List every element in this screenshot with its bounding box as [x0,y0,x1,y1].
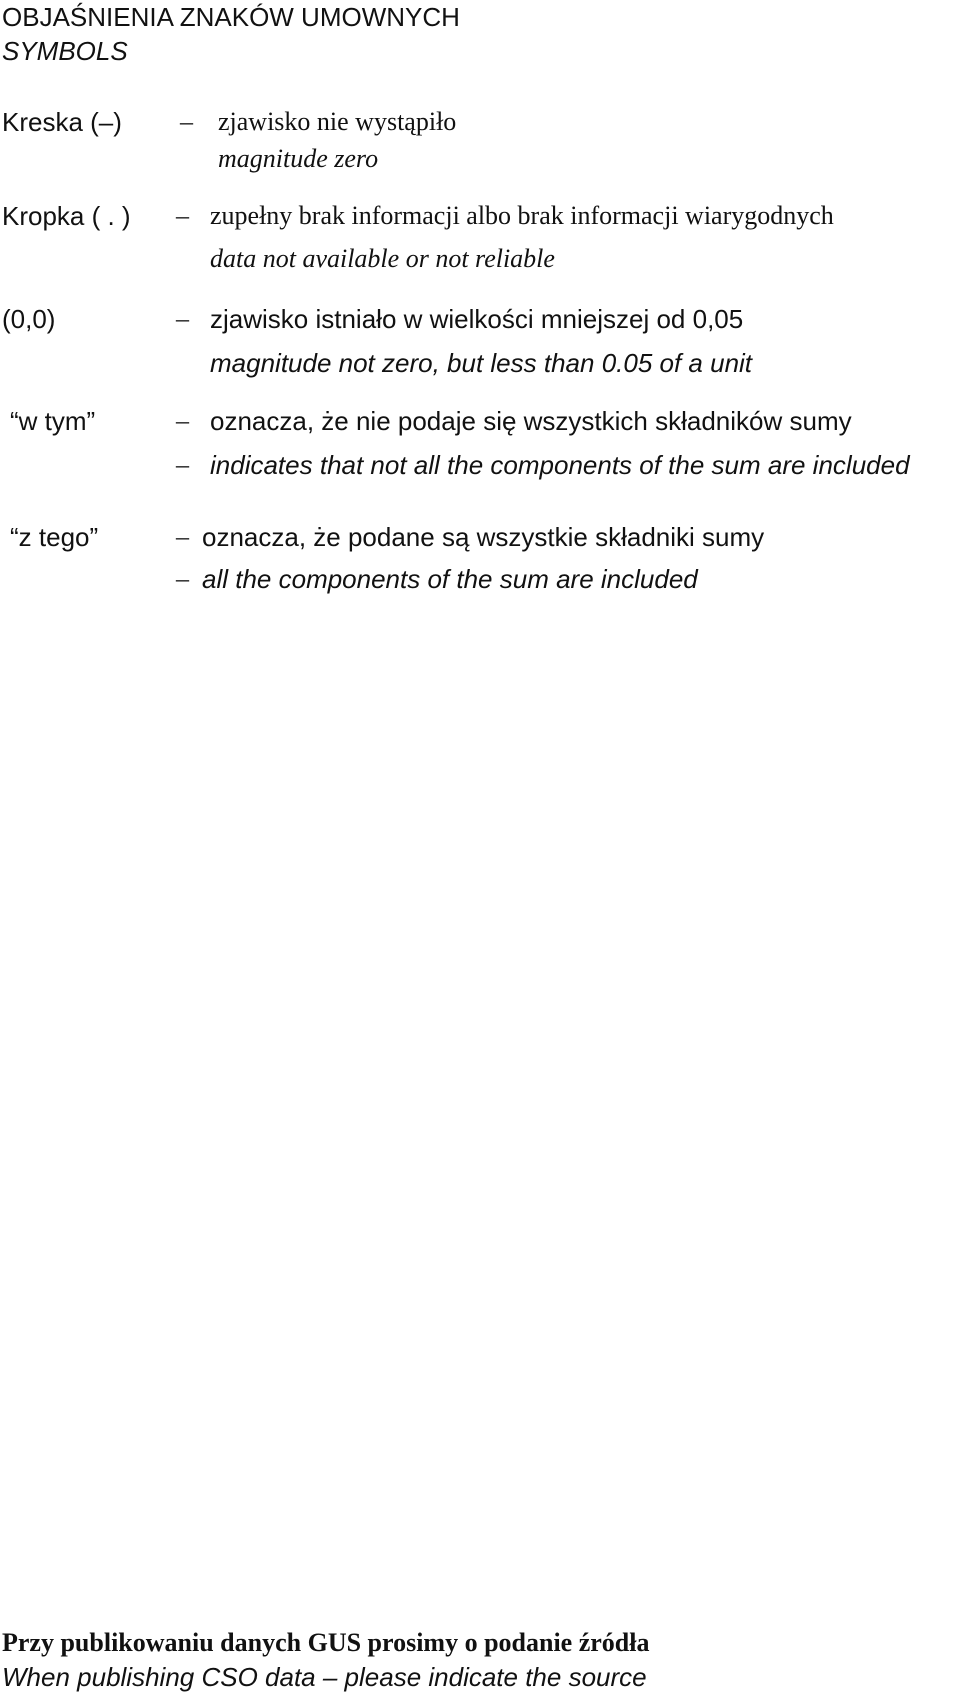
symbol-desc-pl: zupełny brak informacji albo brak informacji wiarygodnych [210,201,834,230]
symbol-desc-en: magnitude not zero, but less than 0.05 of a unit [210,348,753,378]
symbol-desc-pl: oznacza, że nie podaje się wszystkich składników sumy [210,406,852,436]
symbol-term-zero: (0,0) [2,304,56,334]
symbol-dash: – [176,201,189,230]
page-subtitle: SYMBOLS [2,36,128,66]
symbol-term-w-tym: “w tym” [10,406,96,436]
page-title: OBJAŚNIENIA ZNAKÓW UMOWNYCH [2,2,460,32]
footer-source-note: Przy publikowaniu danych GUS prosimy o podanie źródła [2,1628,650,1657]
symbol-term-kropka: Kropka ( . ) [2,201,131,231]
symbol-desc-pl: oznacza, że podane są wszystkie składniki sumy [202,522,765,552]
symbol-dash-en: – [176,564,189,593]
symbol-desc-en: magnitude zero [218,144,379,173]
symbol-dash-en: – [176,450,189,479]
symbol-dash: – [176,406,189,435]
symbol-term-kreska: Kreska (–) [2,107,122,137]
symbol-desc-pl: zjawisko nie wystąpiło [218,107,457,136]
symbol-desc-en: indicates that not all the components of the sum are included [210,450,910,480]
symbol-desc-en: all the components of the sum are included [202,564,698,594]
symbol-term-z-tego: “z tego” [10,522,99,552]
symbol-desc-en: data not available or not reliable [210,244,555,273]
symbol-dash: – [180,107,193,136]
symbol-dash: – [176,304,189,333]
symbol-dash: – [176,522,189,551]
footer-source-note-en: When publishing CSO data – please indicate the source [2,1662,647,1692]
symbol-desc-pl: zjawisko istniało w wielkości mniejszej od 0,05 [210,304,744,334]
